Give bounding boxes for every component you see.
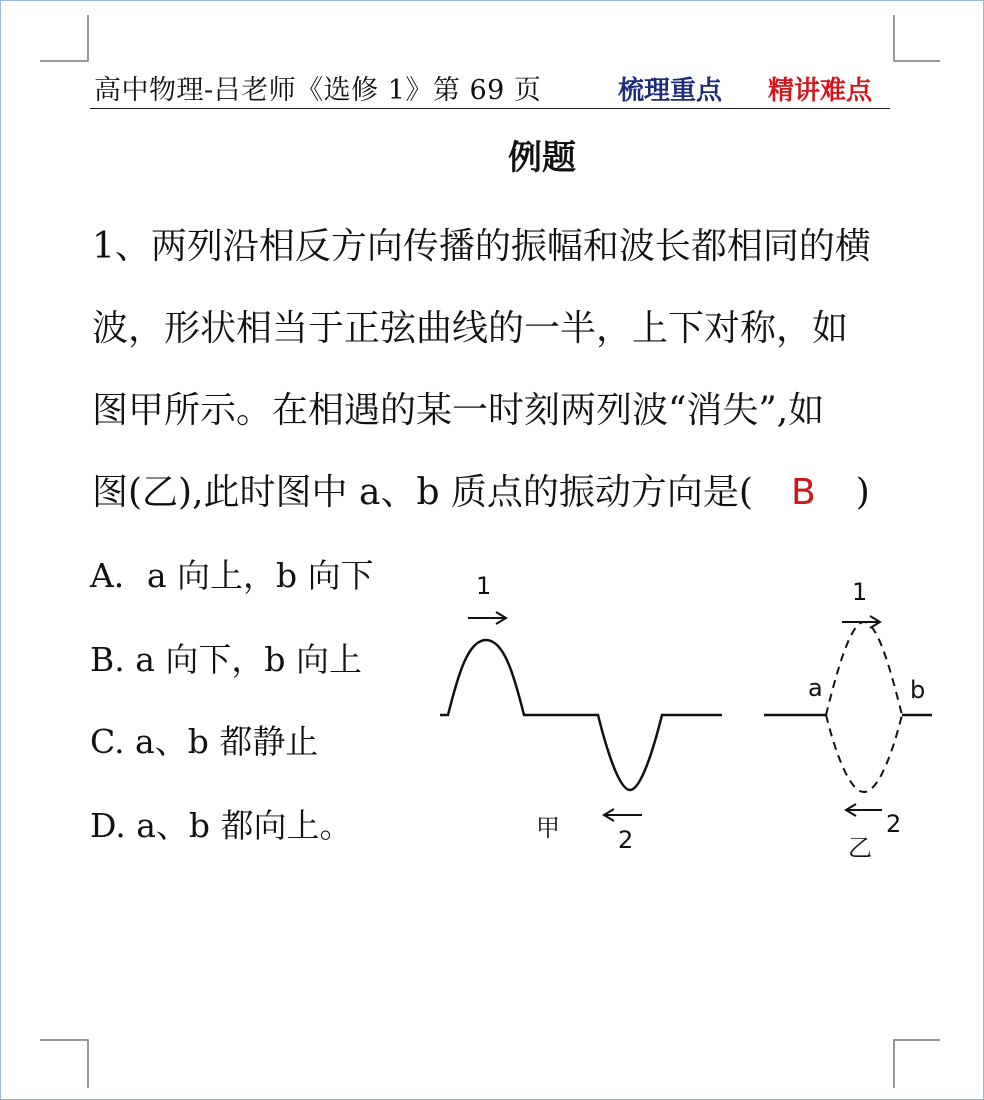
option-b: B. a 向下，b 向上 — [90, 640, 363, 679]
header-course: 高中物理-吕老师《选修 1》第 69 页 — [94, 75, 542, 106]
question-line-2: 波，形状相当于正弦曲线的一半，上下对称，如 — [92, 308, 849, 349]
yi-wave2-label: 2 — [886, 810, 902, 838]
wave-figure — [430, 560, 950, 874]
figure-jia — [440, 572, 722, 854]
figure-yi — [764, 578, 932, 862]
corner-mark-top-left — [40, 15, 92, 63]
yi-dashed-trough — [826, 715, 902, 792]
yi-point-b: b — [910, 676, 926, 704]
question-line-4-close: ) — [855, 472, 870, 513]
jia-wave2-label: 2 — [618, 826, 634, 854]
section-title: 例题 — [508, 138, 576, 178]
jia-wave-path — [440, 640, 722, 790]
jia-caption: 甲 — [536, 814, 560, 842]
answer-mark: B — [790, 472, 816, 513]
yi-wave1-label: 1 — [852, 578, 868, 606]
yi-caption: 乙 — [848, 834, 872, 862]
corner-mark-top-right — [892, 15, 944, 63]
question-line-3: 图甲所示。在相遇的某一时刻两列波“消失”,如 — [92, 390, 825, 431]
jia-right-arrow-icon — [468, 612, 506, 624]
corner-mark-bottom-right — [892, 1038, 944, 1088]
jia-left-arrow-icon — [604, 809, 642, 821]
question-line-4-text: 图(乙),此时图中 a、b 质点的振动方向是( — [92, 472, 753, 513]
jia-wave1-label: 1 — [476, 572, 492, 600]
question-line-1: 1、两列沿相反方向传播的振幅和波长都相同的横 — [92, 226, 871, 267]
header-slogan-right: 精讲难点 — [768, 76, 873, 106]
corner-mark-bottom-left — [40, 1038, 92, 1088]
yi-point-a: a — [808, 674, 823, 702]
option-c: C. a、b 都静止 — [90, 722, 319, 761]
yi-left-arrow-icon — [846, 804, 882, 816]
option-d: D. a、b 都向上。 — [90, 806, 353, 845]
page-header — [90, 64, 890, 109]
yi-dashed-crest — [826, 622, 902, 715]
header-slogan-left: 梳理重点 — [618, 76, 723, 106]
option-a: A．a 向上，b 向下 — [90, 556, 374, 595]
question-line-4 — [92, 464, 870, 515]
